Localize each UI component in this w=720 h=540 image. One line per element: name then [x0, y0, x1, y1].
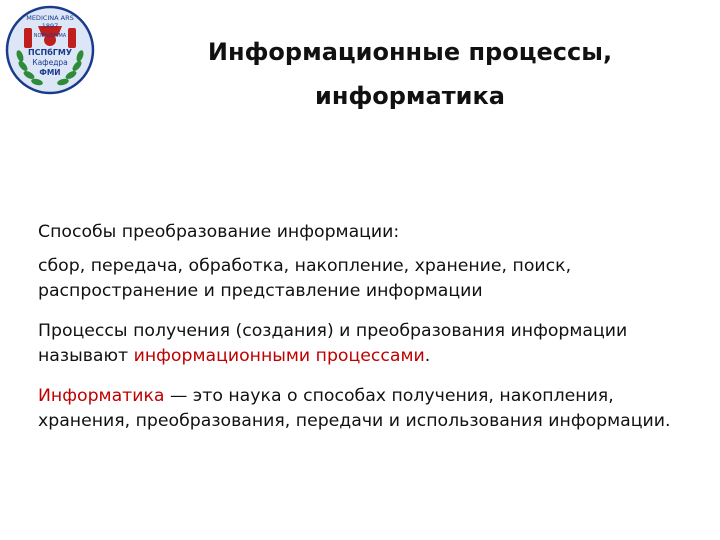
logo-emblem-icon	[4, 4, 96, 96]
title-line-2: информатика	[315, 82, 505, 110]
methods-list: сбор, передача, обработка, накопление, хранение, поиск, распространение и представление информации	[38, 256, 572, 301]
logo-ribbon-text: NOBILISSIMA	[33, 33, 67, 39]
processes-text: Процессы получения (создания) и преобразования информации называют	[38, 321, 628, 366]
informatics-term: Информатика	[38, 386, 165, 406]
slide-title	[160, 30, 660, 118]
slide-body	[38, 220, 708, 434]
logo-abbr: ПСПбГМУ	[27, 48, 73, 57]
logo-year: 1897	[41, 22, 59, 30]
logo-dept: Кафедра	[32, 58, 68, 67]
logo-arc-text: MEDICINA ARS	[26, 14, 74, 22]
processes-period: .	[424, 346, 431, 366]
methods-heading: Способы преобразование информации:	[38, 222, 400, 242]
processes-definition	[38, 319, 708, 369]
logo-dept-code: ФМИ	[39, 68, 61, 77]
processes-term: информационными процессами	[133, 346, 425, 366]
informatics-definition	[38, 384, 708, 434]
university-logo	[4, 4, 96, 96]
title-line-1: Информационные процессы,	[207, 38, 613, 66]
informatics-text: — это наука о способах получения, накопления, хранения, преобразования, передачи и использования информации.	[38, 386, 671, 431]
